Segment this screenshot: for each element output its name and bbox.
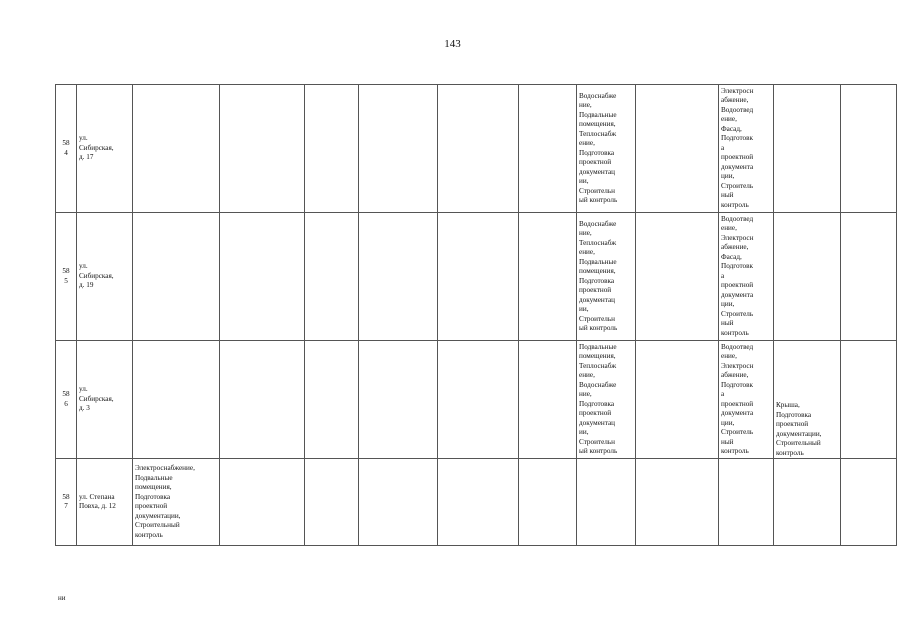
table-cell [220,341,305,459]
works-cell [774,213,841,341]
address-cell: ул. Сибирская, д. 3 [77,341,133,459]
work-schedule-table [55,84,897,546]
table-cell [359,85,438,213]
table-cell [636,213,719,341]
table-cell [305,213,359,341]
table-cell [220,85,305,213]
table-row [56,459,897,546]
table-cell [841,213,897,341]
table-cell [359,341,438,459]
address-cell: ул. Сибирская, д. 19 [77,213,133,341]
table-row [56,85,897,213]
works-cell: Водоснабже ние, Теплоснабж ение, Подвальные помещения, Подготовка проектной документац ии, Строительн ый контроль [577,213,636,341]
table-cell [519,213,577,341]
table-cell [438,85,519,213]
footer-text: ни [58,594,66,602]
table-cell [519,341,577,459]
works-cell: Подвальные помещения, Теплоснабж ение, Водоснабже ние, Подготовка проектной документац ии, Строительн ый контроль [577,341,636,459]
table-cell [438,213,519,341]
table-cell [133,85,220,213]
row-number-cell: 58 6 [56,341,77,459]
table-cell [841,85,897,213]
works-cell: Водоснабже ние, Подвальные помещения, Теплоснабж ение, Подготовка проектной документац ии, Строительн ый контроль [577,85,636,213]
table-cell [359,213,438,341]
table-cell [305,85,359,213]
works-cell: Водоотвед ение, Электросн абжение, Подготовк а проектной документа ции, Строитель ный контроль [719,341,774,459]
table-cell [133,341,220,459]
works-cell: Крыша, Подготовка проектной документации, Строительный контроль [774,341,841,459]
row-number-cell: 58 7 [56,459,77,546]
table-cell [438,459,519,546]
row-number-cell: 58 5 [56,213,77,341]
table-cell [220,213,305,341]
table-cell [636,341,719,459]
works-cell [577,459,636,546]
table-cell [636,459,719,546]
table-cell [438,341,519,459]
table-cell [133,213,220,341]
table-cell [841,341,897,459]
table-cell [305,459,359,546]
table-cell [220,459,305,546]
works-cell [774,85,841,213]
table-cell [841,459,897,546]
address-cell: ул. Степана Повха, д. 12 [77,459,133,546]
works-cell: Электроснабжение, Подвальные помещения, Подготовка проектной документации, Строительный контроль [133,459,220,546]
row-number-cell: 58 4 [56,85,77,213]
works-cell [774,459,841,546]
address-cell: ул. Сибирская, д. 17 [77,85,133,213]
table-cell [305,341,359,459]
table-cell [359,459,438,546]
table-cell [519,85,577,213]
works-cell: Водоотвед ение, Электросн абжение, Фасад, Подготовк а проектной документа ции, Строитель ный контроль [719,213,774,341]
page-number: 143 [444,38,461,50]
table-row [56,213,897,341]
works-cell [719,459,774,546]
table-cell [636,85,719,213]
table-row [56,341,897,459]
works-cell: Электросн абжение, Водоотвед ение, Фасад, Подготовк а проектной документа ции, Строитель ный контроль [719,85,774,213]
table-cell [519,459,577,546]
